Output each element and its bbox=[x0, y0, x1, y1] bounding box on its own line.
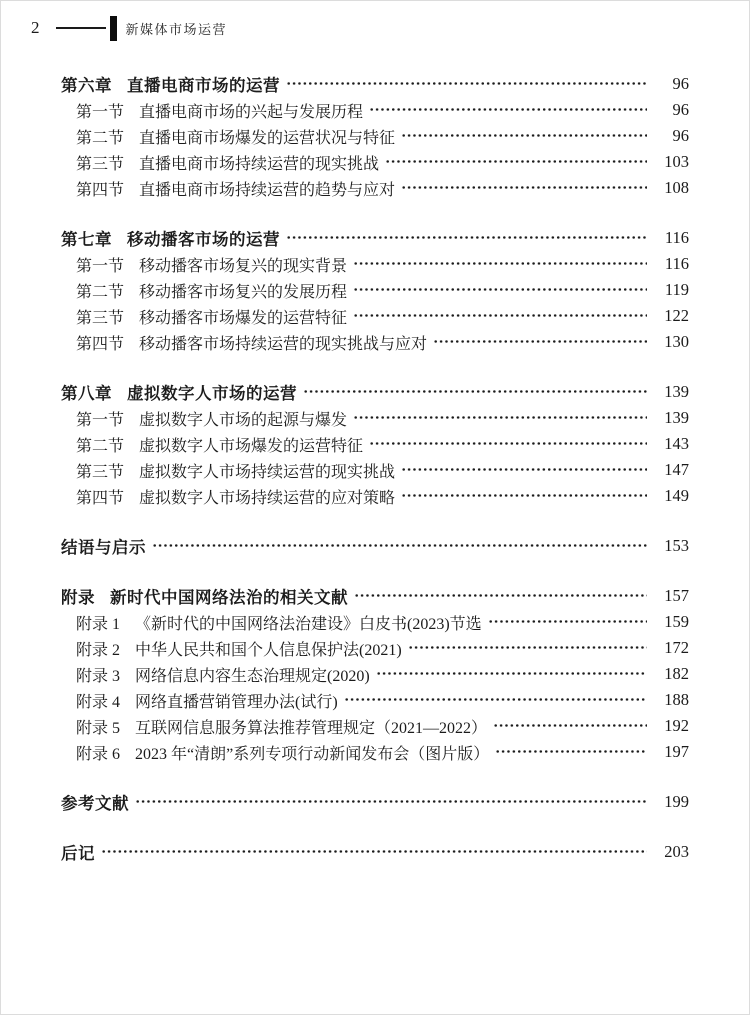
dot-leader bbox=[369, 431, 647, 457]
toc-group-conclusion bbox=[61, 533, 689, 559]
section-row bbox=[61, 329, 689, 355]
section-row bbox=[61, 303, 689, 329]
dot-leader bbox=[401, 123, 647, 149]
chapter-label: 第七章 bbox=[61, 231, 112, 249]
section-row bbox=[61, 483, 689, 509]
chapter-label: 附录 bbox=[61, 589, 95, 607]
page-number: 203 bbox=[664, 842, 689, 861]
section-label: 附录 1 bbox=[76, 615, 121, 633]
chapter-row bbox=[61, 533, 689, 559]
page-number: 139 bbox=[664, 382, 689, 401]
section-label: 附录 5 bbox=[76, 719, 121, 737]
section-label: 第四节 bbox=[76, 181, 125, 199]
section-title: 《新时代的中国网络法治建设》白皮书(2023)节选 bbox=[135, 615, 482, 633]
section-label: 附录 3 bbox=[76, 667, 121, 685]
section-label: 第四节 bbox=[76, 335, 125, 353]
header-black-bar bbox=[110, 16, 117, 41]
dot-leader bbox=[353, 303, 647, 329]
section-label: 附录 6 bbox=[76, 745, 121, 763]
page-number: 96 bbox=[672, 126, 689, 145]
section-row bbox=[61, 251, 689, 277]
section-label: 第二节 bbox=[76, 283, 125, 301]
chapter-row bbox=[61, 225, 689, 251]
section-title: 虚拟数字人市场的起源与爆发 bbox=[139, 411, 348, 429]
section-title: 移动播客市场复兴的现实背景 bbox=[139, 257, 348, 275]
table-of-contents bbox=[61, 71, 689, 889]
section-label: 第三节 bbox=[76, 155, 125, 173]
section-title: 移动播客市场持续运营的现实挑战与应对 bbox=[139, 335, 428, 353]
page-number: 149 bbox=[664, 486, 689, 505]
page-number: 119 bbox=[664, 280, 689, 299]
running-header bbox=[31, 14, 227, 42]
dot-leader bbox=[152, 533, 647, 559]
page-number: 192 bbox=[664, 716, 689, 735]
section-row bbox=[61, 661, 689, 687]
chapter-label: 第八章 bbox=[61, 385, 112, 403]
section-label: 第二节 bbox=[76, 129, 125, 147]
dot-leader bbox=[101, 839, 647, 865]
dot-leader bbox=[303, 379, 647, 405]
section-row bbox=[61, 149, 689, 175]
section-title: 移动播客市场复兴的发展历程 bbox=[139, 283, 348, 301]
dot-leader bbox=[353, 251, 647, 277]
dot-leader bbox=[495, 739, 647, 765]
dot-leader bbox=[493, 713, 647, 739]
section-row bbox=[61, 277, 689, 303]
toc-group-chapter7 bbox=[61, 225, 689, 355]
page-number: 159 bbox=[664, 612, 689, 631]
section-label: 第一节 bbox=[76, 103, 125, 121]
section-title: 虚拟数字人市场持续运营的应对策略 bbox=[139, 489, 396, 507]
section-label: 附录 2 bbox=[76, 641, 121, 659]
section-title: 直播电商市场的兴起与发展历程 bbox=[139, 103, 364, 121]
section-title: 直播电商市场爆发的运营状况与特征 bbox=[139, 129, 396, 147]
page-number: 182 bbox=[664, 664, 689, 683]
dot-leader bbox=[135, 789, 647, 815]
section-title: 虚拟数字人市场爆发的运营特征 bbox=[139, 437, 364, 455]
dot-leader bbox=[376, 661, 647, 687]
dot-leader bbox=[401, 175, 647, 201]
section-row bbox=[61, 609, 689, 635]
toc-group-postscript bbox=[61, 839, 689, 865]
page-number: 103 bbox=[664, 152, 689, 171]
section-title: 移动播客市场爆发的运营特征 bbox=[139, 309, 348, 327]
section-title: 虚拟数字人市场持续运营的现实挑战 bbox=[139, 463, 396, 481]
header-page-number: 2 bbox=[31, 18, 40, 37]
dot-leader bbox=[286, 71, 647, 97]
dot-leader bbox=[286, 225, 647, 251]
header-rule-line bbox=[56, 27, 106, 29]
page-number: 116 bbox=[664, 228, 689, 247]
chapter-title: 后记 bbox=[61, 845, 95, 863]
section-label: 第一节 bbox=[76, 411, 125, 429]
section-row bbox=[61, 457, 689, 483]
toc-group-chapter6 bbox=[61, 71, 689, 201]
chapter-row bbox=[61, 839, 689, 865]
page-number: 153 bbox=[664, 536, 689, 555]
dot-leader bbox=[353, 405, 647, 431]
chapter-title: 直播电商市场的运营 bbox=[127, 77, 280, 95]
page-number: 172 bbox=[664, 638, 689, 657]
section-row bbox=[61, 739, 689, 765]
chapter-title: 参考文献 bbox=[61, 795, 129, 813]
section-row bbox=[61, 635, 689, 661]
chapter-row bbox=[61, 379, 689, 405]
page-number: 96 bbox=[672, 100, 689, 119]
section-row bbox=[61, 123, 689, 149]
page-number: 143 bbox=[664, 434, 689, 453]
section-label: 第一节 bbox=[76, 257, 125, 275]
section-title: 网络直播营销管理办法(试行) bbox=[135, 693, 338, 711]
dot-leader bbox=[488, 609, 647, 635]
page-number: 197 bbox=[664, 742, 689, 761]
dot-leader bbox=[344, 687, 647, 713]
dot-leader bbox=[369, 97, 647, 123]
section-title: 网络信息内容生态治理规定(2020) bbox=[135, 667, 370, 685]
section-row bbox=[61, 713, 689, 739]
dot-leader bbox=[354, 583, 647, 609]
page-number: 188 bbox=[664, 690, 689, 709]
section-label: 第三节 bbox=[76, 309, 125, 327]
section-title: 中华人民共和国个人信息保护法(2021) bbox=[135, 641, 402, 659]
toc-group-chapter8 bbox=[61, 379, 689, 509]
dot-leader bbox=[401, 457, 647, 483]
chapter-row bbox=[61, 583, 689, 609]
dot-leader bbox=[353, 277, 647, 303]
page-number: 108 bbox=[664, 178, 689, 197]
section-label: 第四节 bbox=[76, 489, 125, 507]
header-book-title: 新媒体市场运营 bbox=[125, 21, 228, 37]
section-label: 第二节 bbox=[76, 437, 125, 455]
section-title: 直播电商市场持续运营的现实挑战 bbox=[139, 155, 380, 173]
section-row bbox=[61, 97, 689, 123]
section-title: 2023 年“清朗”系列专项行动新闻发布会（图片版） bbox=[135, 745, 490, 763]
page-number: 139 bbox=[664, 408, 689, 427]
section-row bbox=[61, 431, 689, 457]
section-title: 直播电商市场持续运营的趋势与应对 bbox=[139, 181, 396, 199]
section-row bbox=[61, 405, 689, 431]
chapter-row bbox=[61, 71, 689, 97]
chapter-title: 新时代中国网络法治的相关文献 bbox=[110, 589, 348, 607]
page-number: 199 bbox=[664, 792, 689, 811]
chapter-title: 虚拟数字人市场的运营 bbox=[127, 385, 297, 403]
toc-group-references bbox=[61, 789, 689, 815]
section-label: 第三节 bbox=[76, 463, 125, 481]
chapter-label: 第六章 bbox=[61, 77, 112, 95]
chapter-row bbox=[61, 789, 689, 815]
dot-leader bbox=[385, 149, 647, 175]
dot-leader bbox=[433, 329, 647, 355]
page-number: 116 bbox=[664, 254, 689, 273]
section-row bbox=[61, 175, 689, 201]
section-row bbox=[61, 687, 689, 713]
page-number: 96 bbox=[672, 74, 689, 93]
dot-leader bbox=[408, 635, 647, 661]
toc-group-appendix bbox=[61, 583, 689, 765]
chapter-title: 结语与启示 bbox=[61, 539, 146, 557]
section-label: 附录 4 bbox=[76, 693, 121, 711]
page-number: 130 bbox=[664, 332, 689, 351]
dot-leader bbox=[401, 483, 647, 509]
chapter-title: 移动播客市场的运营 bbox=[127, 231, 280, 249]
section-title: 互联网信息服务算法推荐管理规定（2021—2022） bbox=[135, 719, 488, 737]
page-number: 157 bbox=[664, 586, 689, 605]
page-number: 122 bbox=[664, 306, 689, 325]
page-number: 147 bbox=[664, 460, 689, 479]
